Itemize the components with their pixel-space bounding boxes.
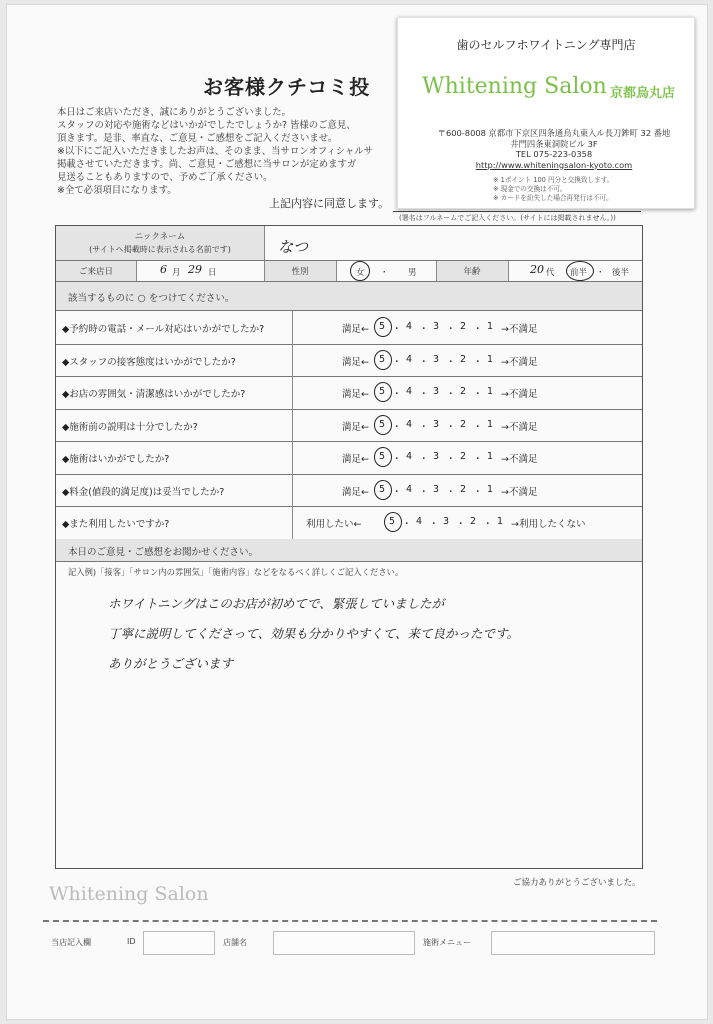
scale-separator: ・ [419, 454, 429, 465]
selected-circle [384, 512, 402, 532]
menu-field[interactable] [491, 931, 655, 955]
scale-separator: ・ [419, 486, 429, 498]
age-early[interactable]: 前半 [570, 268, 588, 278]
scale-option-1[interactable]: 1 [487, 451, 494, 462]
scale-option-2[interactable]: 2 [460, 483, 467, 495]
scale-option-4[interactable]: 4 [416, 516, 423, 527]
menu-label: 施術メニュー [423, 938, 471, 947]
age-late[interactable]: 後半 [612, 268, 630, 278]
card-address-line: 〒600-8008 京都市下京区四条通烏丸東入ル長刀鉾町 32 番地 [437, 128, 671, 138]
scale-option-3[interactable]: 3 [433, 451, 440, 462]
age-circle [566, 261, 594, 281]
scale-high-label: →利用したくない [511, 519, 586, 530]
card-note-line: ※ 1ポイント 100 円分と交換致します。 [493, 176, 614, 184]
question-text: ◆お店の雰囲気・清潔感はいかがでしたか? [62, 389, 246, 400]
scale-option-4[interactable]: 4 [406, 321, 413, 332]
nickname-label: ニックネーム [134, 232, 186, 242]
thanks-text: ご協力ありがとうございました。 [513, 878, 641, 888]
scale-option-3[interactable]: 3 [433, 418, 440, 430]
intro-line: 掲載させていただきます。尚、ご意見・ご感想に当サロンが定めますガ [57, 159, 357, 170]
scale-separator: ・ [446, 486, 456, 498]
question-row [56, 376, 642, 409]
month-unit: 月 [172, 268, 181, 278]
scale-option-5[interactable]: 5 [379, 451, 386, 462]
scale-option-1[interactable]: 1 [497, 516, 504, 527]
card-address-line: http://www.whiteningsalon-kyoto.com [475, 159, 633, 170]
card-brand-logo: Whitening Salon [422, 74, 607, 99]
question-row [56, 506, 642, 539]
scale-option-5[interactable]: 5 [389, 516, 396, 527]
nickname-sublabel: (サイトへ掲載時に表示される名前です) [89, 245, 231, 254]
gender-male[interactable]: 男 [408, 268, 417, 278]
rating-scale [292, 315, 642, 339]
divider [56, 561, 642, 562]
nickname-value[interactable]: なつ [278, 238, 309, 256]
scale-low-label: 満足← [342, 421, 369, 433]
intro-line: ※以下にご記入いただきましたお声は、そのまま、当サロンオフィシャルサ [57, 146, 374, 157]
scale-separator: ・ [419, 356, 429, 368]
comment-line[interactable]: ありがとうございます [108, 656, 234, 671]
scale-separator: ・ [392, 421, 402, 433]
scale-separator: ・ [419, 389, 429, 400]
selected-circle [374, 350, 392, 370]
question-row [56, 474, 642, 507]
scale-high-label: →不満足 [501, 356, 538, 368]
point-card [397, 17, 695, 209]
intro-line: 頂きます。是非、率直な、ご意見・ご感想をご記入くださいませ。 [57, 133, 338, 144]
scale-separator: ・ [392, 324, 402, 335]
rating-scale [292, 380, 642, 404]
card-note-line: ※ カードを紛失した場合再発行は不可。 [493, 193, 613, 202]
card-note-line: ※ 現金での交換は不可。 [493, 184, 567, 193]
staff-section [43, 929, 657, 955]
selected-circle [374, 480, 392, 500]
visit-label: ご来店日 [78, 267, 113, 277]
scale-separator: ・ [456, 519, 466, 530]
age-separator: ・ [596, 268, 605, 278]
agree-note: (署名はフルネームでご記入ください。(サイトには掲載されません。)) [399, 214, 616, 222]
scale-separator: ・ [429, 519, 439, 530]
divider [336, 261, 337, 281]
scale-option-4[interactable]: 4 [406, 451, 413, 462]
age-label: 年齢 [463, 267, 481, 277]
store-field[interactable] [273, 931, 415, 955]
scale-option-4[interactable]: 4 [406, 386, 413, 397]
scale-option-2[interactable]: 2 [460, 451, 467, 462]
store-label: 店舗名 [223, 938, 247, 947]
scale-separator: ・ [446, 324, 456, 335]
divider [136, 261, 137, 281]
scale-low-label: 利用したい← [306, 519, 362, 530]
intro-text [57, 106, 402, 197]
scale-option-1[interactable]: 1 [487, 418, 494, 430]
intro-line: 見送ることもありますので、予めご了承ください。 [57, 172, 273, 183]
scale-high-label: →不満足 [501, 389, 538, 400]
scale-separator: ・ [446, 356, 456, 368]
visit-day[interactable]: 29 [188, 263, 202, 276]
scale-high-label: →不満足 [501, 454, 538, 465]
scale-option-3[interactable]: 3 [433, 321, 440, 332]
gender-female[interactable]: 女 [356, 268, 365, 278]
divider [264, 261, 265, 281]
scale-separator: ・ [392, 454, 402, 465]
survey-form [55, 225, 643, 869]
scale-option-1[interactable]: 1 [487, 353, 494, 365]
survey-sheet [6, 4, 708, 1020]
scale-separator: ・ [473, 356, 483, 368]
scale-separator: ・ [392, 486, 402, 498]
card-address-line: TEL 075-223-0358 [515, 149, 593, 159]
question-text: ◆スタッフの接客態度はいかがでしたか? [62, 356, 236, 368]
scale-option-1[interactable]: 1 [487, 321, 494, 332]
scale-option-2[interactable]: 2 [460, 353, 467, 365]
scale-low-label: 満足← [342, 389, 369, 400]
scale-option-1[interactable]: 1 [487, 386, 494, 397]
scale-option-5[interactable]: 5 [379, 321, 386, 332]
signature-line [393, 211, 641, 212]
instruction-cell [56, 282, 642, 310]
question-row [56, 311, 642, 344]
scale-separator: ・ [473, 421, 483, 433]
question-row [56, 409, 642, 442]
comment-line[interactable]: ホワイトニングはこのお店が初めてで、緊張していましたが [108, 596, 445, 611]
agree-label: 上記内容に同意します。 [269, 197, 390, 210]
gender-label-cell [264, 261, 336, 281]
id-label: ID [127, 937, 136, 946]
divider [436, 261, 437, 281]
visit-month[interactable]: 6 [160, 263, 167, 276]
scale-option-5[interactable]: 5 [379, 483, 386, 495]
selected-circle [374, 415, 392, 435]
scale-option-3[interactable]: 3 [433, 483, 440, 495]
question-text: ◆施術前の説明は十分でしたか? [62, 421, 198, 433]
scale-separator: ・ [446, 454, 456, 465]
selected-circle [374, 317, 392, 337]
scale-option-3[interactable]: 3 [433, 386, 440, 397]
scale-option-5[interactable]: 5 [379, 418, 386, 430]
rating-scale [292, 413, 642, 437]
card-tagline: 歯のセルフホワイトニング専門店 [456, 38, 636, 52]
scale-low-label: 満足← [342, 454, 369, 465]
gender-circle [350, 261, 370, 281]
scale-low-label: 満足← [342, 486, 369, 498]
day-unit: 日 [208, 268, 217, 278]
age-unit: 代 [546, 268, 555, 278]
scale-low-label: 満足← [342, 324, 369, 335]
staff-label: 当店記入欄 [51, 938, 91, 947]
age-value[interactable]: 20 [530, 263, 544, 276]
page-title: お客様クチコミ投 [203, 75, 371, 99]
scale-separator: ・ [419, 324, 429, 335]
rating-scale [292, 348, 642, 372]
scale-option-3[interactable]: 3 [433, 353, 440, 365]
scale-option-5[interactable]: 5 [379, 353, 386, 365]
question-text: ◆また利用したいですか? [62, 519, 170, 530]
scale-option-2[interactable]: 2 [470, 516, 477, 527]
scale-separator: ・ [473, 454, 483, 465]
scale-separator: ・ [473, 389, 483, 400]
card-notes [493, 176, 613, 202]
scale-option-4[interactable]: 4 [406, 483, 413, 495]
question-row [56, 441, 642, 474]
scale-option-4[interactable]: 4 [406, 353, 413, 365]
rating-scale [292, 445, 642, 469]
selected-circle [374, 382, 392, 402]
comment-label: 本日のご意見・ご感想をお聞かせください。 [68, 547, 259, 558]
instruction-text: 該当するものに ○ をつけてください。 [68, 293, 235, 304]
scale-separator: ・ [392, 389, 402, 400]
scale-separator: ・ [473, 486, 483, 498]
scale-low-label: 満足← [342, 356, 369, 368]
question-row [56, 344, 642, 377]
scale-separator: ・ [446, 389, 456, 400]
scale-option-2[interactable]: 2 [460, 386, 467, 397]
card-address-line: 井門四条東洞院ビル 3F [510, 138, 598, 149]
scale-separator: ・ [446, 421, 456, 433]
cut-line [43, 920, 657, 922]
age-label-cell [436, 261, 508, 281]
comment-label-cell [56, 539, 642, 561]
question-text: ◆施術はいかがでしたか? [62, 454, 170, 465]
scale-high-label: →不満足 [501, 421, 538, 433]
question-text: ◆料金(値段的満足度)は妥当でしたか? [62, 486, 225, 498]
scale-separator: ・ [402, 519, 412, 530]
intro-line: 本日はご来店いただき、誠にありがとうございました。 [57, 107, 292, 118]
scale-separator: ・ [419, 421, 429, 433]
divider [56, 260, 642, 261]
nickname-label-cell [56, 226, 264, 260]
scale-option-1[interactable]: 1 [487, 483, 494, 495]
divider [264, 226, 265, 260]
visit-label-cell [56, 261, 136, 281]
scale-separator: ・ [473, 324, 483, 335]
scale-option-2[interactable]: 2 [460, 418, 467, 430]
comment-example: 記入例)「接客」「サロン内の雰囲気」「施術内容」などをなるべく詳しくご記入ください。 [68, 567, 404, 577]
scale-high-label: →不満足 [501, 324, 538, 335]
selected-circle [374, 447, 392, 467]
card-branch: 京都烏丸店 [610, 86, 676, 101]
id-field[interactable] [143, 931, 215, 955]
gender-label: 性別 [291, 267, 309, 277]
comment-line[interactable]: 丁寧に説明してくださって、効果も分かりやすくて、来て良かったです。 [108, 626, 520, 641]
scale-option-5[interactable]: 5 [379, 386, 386, 397]
question-text: ◆予約時の電話・メール対応はいかがでしたか? [62, 324, 265, 335]
intro-line: ※全て必須項目になります。 [57, 185, 177, 196]
scale-option-2[interactable]: 2 [460, 321, 467, 332]
card-address [434, 128, 674, 170]
scale-option-4[interactable]: 4 [406, 418, 413, 430]
scale-separator: ・ [392, 356, 402, 368]
scale-separator: ・ [483, 519, 493, 530]
footer-brand-logo: Whitening Salon [49, 883, 209, 905]
gender-separator: ・ [380, 268, 389, 278]
scale-option-3[interactable]: 3 [443, 516, 450, 527]
rating-scale [292, 478, 642, 502]
intro-line: スタッフの対応や施術などはいかがでしたでしょうか? 皆様のご意見、 [57, 120, 356, 131]
divider [508, 261, 509, 281]
rating-scale [292, 510, 642, 534]
scale-high-label: →不満足 [501, 486, 538, 498]
